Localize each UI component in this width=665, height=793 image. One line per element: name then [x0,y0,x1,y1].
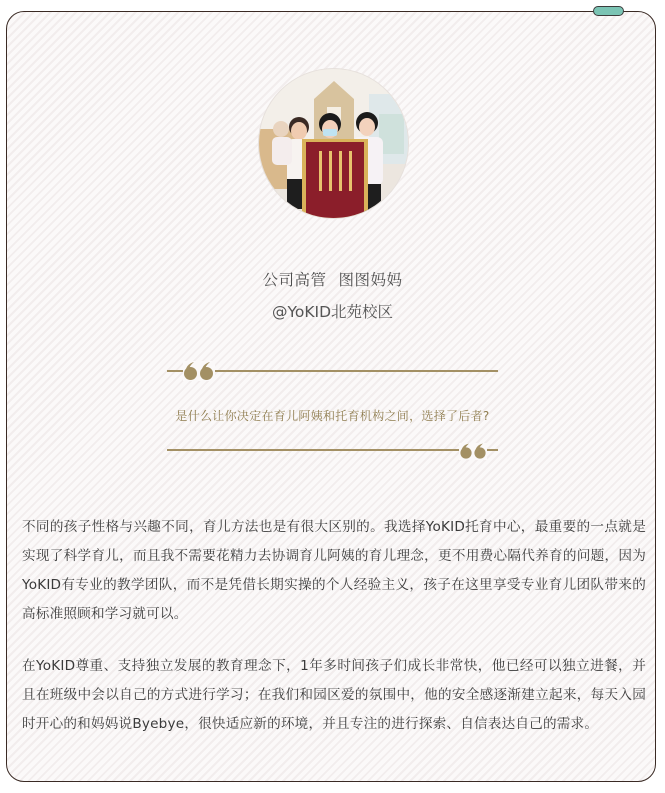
accent-tab [593,6,624,16]
quote-open-icon [183,361,215,381]
answer-paragraph-1: 不同的孩子性格与兴趣不同，育儿方法也是有很大区别的。我选择YoKID托育中心，最重要的一点就是实现了科学育儿，而且我不需要花精力去协调育儿阿姨的育儿理念，更不用费心隔代养育的问题，因为YoKID有专业的教学团队，而不是凭借长期实操的个人经验主义，孩子在这里享受专业育儿团队带来的高标准照顾和学习就可以。 [22,519,646,622]
profile-title [0,268,665,290]
profile-name: 图图妈妈 [338,271,403,289]
profile-handle: @YoKID北苑校区 [271,303,394,321]
quote-top-divider [167,370,498,372]
question-text: 是什么让你决定在育儿阿姨和托育机构之间，选择了后者? [175,409,490,423]
quote-close-icon [459,443,487,460]
profile-role: 公司高管 [262,271,327,289]
avatar [259,69,408,218]
avatar-photo [259,69,408,218]
quote-bottom-divider [167,449,498,451]
answer-paragraph-2: 在YoKID尊重、支持独立发展的教育理念下，1年多时间孩子们成长非常快，他已经可以独立进餐，并且在班级中会以自己的方式进行学习；在我们和园区爱的氛围中，他的安全感逐渐建立起来，每天入园时开心的和妈妈说Byebye，很快适应新的环境，并且专注的进行探索、自信表达自己的需求。 [22,658,646,732]
